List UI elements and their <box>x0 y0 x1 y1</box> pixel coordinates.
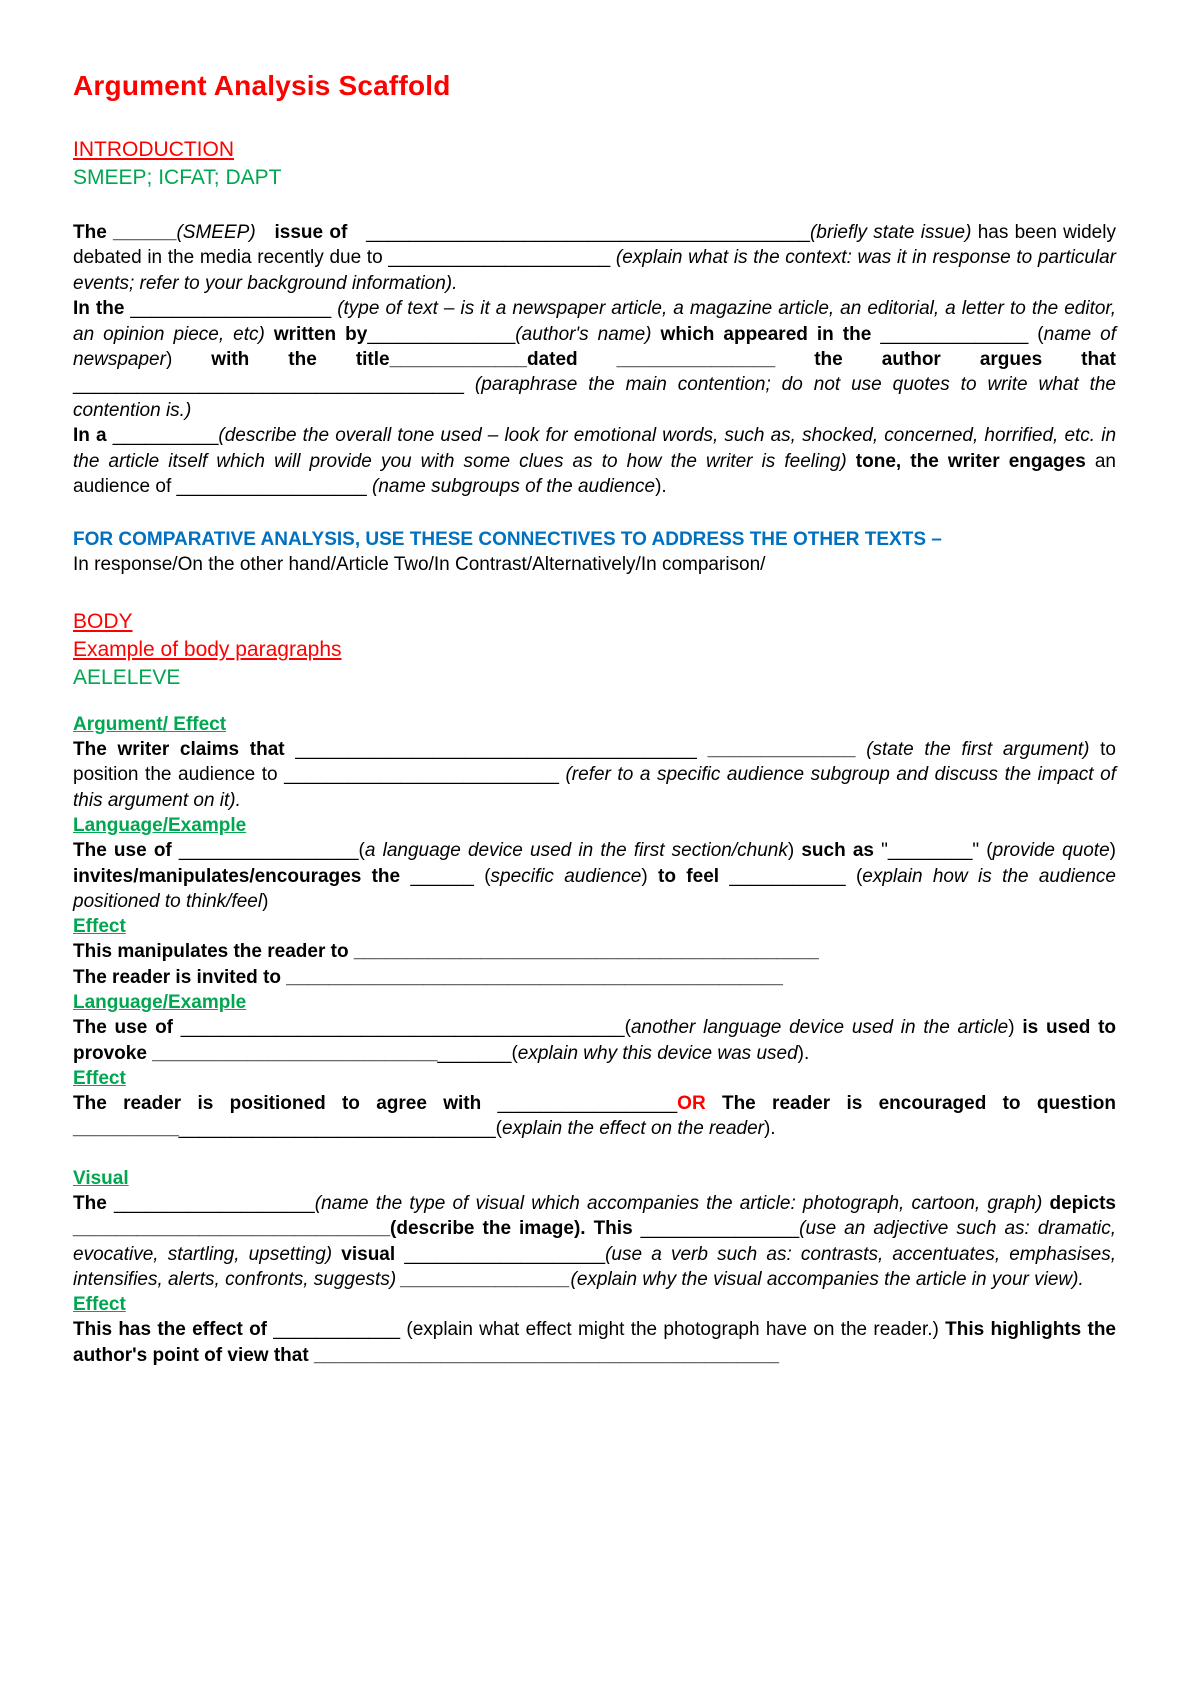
comparative-connectives: In response/On the other hand/Article Two/In Contrast/Alternatively/In comparison/ <box>73 554 766 576</box>
text-run: _________________( <box>171 840 365 862</box>
text-run: another language device used in the article <box>630 1017 1009 1039</box>
language-example-paragraph-1 <box>73 838 1116 914</box>
text-run: which appeared in the <box>651 323 881 345</box>
visual-paragraph <box>73 1191 1116 1293</box>
introduction-heading: INTRODUCTION <box>73 138 234 161</box>
language-example-label-2: Language/Example <box>73 992 247 1014</box>
text-run: ) <box>641 865 648 887</box>
text-run: name of newspaper <box>73 323 1117 371</box>
text-run: issue of <box>274 222 348 243</box>
or-label: OR <box>677 1092 706 1114</box>
body-acronym: AELELEVE <box>73 665 181 689</box>
blank: _________________ <box>481 1092 678 1114</box>
blank: ___________________ <box>106 1192 315 1214</box>
blank: __________________________________________ <box>366 222 810 243</box>
text-run: (refer to a specific audience subgroup and discuss the impact of this argument on it). <box>73 764 1116 811</box>
text-run: "________" ( <box>873 840 993 862</box>
text-run: (author's name) <box>515 323 652 345</box>
text-run: This manipulates the reader to ____________________________________________ <box>73 941 819 963</box>
text-run: is used to provoke ___________________________ <box>73 1017 1117 1064</box>
effect-label-3: Effect <box>73 1294 126 1316</box>
text-run: explain why this device was used <box>517 1042 798 1064</box>
text-run: with the title_____________dated <box>172 349 617 371</box>
text-run: (describe the overall tone used – look for emotional words, such as, shocked, concerned, horrified, etc. in the article itself which will provide you with some clues as to how the writer is feeling) <box>73 425 1117 472</box>
text-run: (state the first argument) <box>855 738 1090 760</box>
text-run: (use a verb such as: contrasts, accentuates, emphasises, intensifies, alerts, confronts, suggests) ________________ <box>73 1243 1116 1290</box>
text-run: ) <box>1008 1017 1015 1039</box>
text-run: (explain what is the context: was it in response to particular events; refer to your background information). <box>73 247 1117 294</box>
text-run: tone, the writer engages <box>846 450 1086 472</box>
effect-label-2: Effect <box>73 1067 126 1089</box>
effect-paragraph-3 <box>73 1317 1116 1368</box>
language-example-paragraph-2 <box>73 1015 1116 1066</box>
text-run: The reader is positioned to agree with <box>73 1092 482 1114</box>
text-run: specific audience <box>490 865 642 887</box>
text-run: (type of text – is it a newspaper article, a magazine article, an editorial, a letter to the editor, an opinion piece, etc) <box>73 298 1116 345</box>
text-run: explain the effect on the reader <box>502 1118 764 1140</box>
argument-effect-label: Argument/ Effect <box>73 713 227 735</box>
intro-paragraph-1 <box>73 220 1116 296</box>
blank: ______________________________________ <box>284 738 708 760</box>
text-run: has been widely debated in the media recently due to _____________________ <box>73 222 1116 269</box>
visual-label: Visual <box>73 1167 129 1189</box>
text-run: In the <box>73 298 125 320</box>
text-run: (name subgroups of the audience <box>372 476 656 498</box>
text-run: invites/manipulates/encourages the <box>73 865 401 887</box>
text-run: provide quote <box>992 840 1110 862</box>
introduction-acronyms: SMEEP; ICFAT; DAPT <box>73 166 282 189</box>
spacer <box>73 499 1116 527</box>
language-example-label-1: Language/Example <box>73 815 247 837</box>
blank: __________________________________________( <box>173 1017 631 1039</box>
body-heading: BODY <box>73 609 133 633</box>
page-title: Argument Analysis Scaffold <box>73 70 451 101</box>
text-run: (paraphrase the main contention; do not use quotes to write what the contention is.) <box>73 374 1116 421</box>
effect-line-1 <box>73 939 1116 964</box>
text-run: a language device used in the first section/chunk <box>364 840 788 862</box>
spacer <box>73 192 1116 220</box>
text-run: written by <box>264 323 368 345</box>
text-run: (name the type of visual which accompanies the article: photograph, cartoon, graph) <box>314 1192 1043 1214</box>
text-run: ____________ (explain what effect might the photograph have on the reader.) <box>267 1319 939 1341</box>
effect-paragraph-2 <box>73 1091 1116 1142</box>
blank: ___________________ <box>395 1243 606 1265</box>
text-run: The reader is invited to _______________________________________________ <box>73 966 783 988</box>
text-run: ). <box>763 1118 776 1140</box>
text-run: The ______ <box>73 222 177 243</box>
text-run: ___________ ( <box>719 865 863 887</box>
text-run: The use of <box>73 1017 174 1039</box>
blank: _____________________________________ <box>73 374 475 396</box>
body-example-heading: Example of body paragraphs <box>73 637 342 661</box>
spacer <box>73 578 1116 608</box>
intro-paragraph-3 <box>73 423 1116 499</box>
blank: ______________________________( <box>178 1118 503 1140</box>
text-run: _______( <box>437 1042 518 1064</box>
comparative-heading: FOR COMPARATIVE ANALYSIS, USE THESE CONNECTIVES TO ADDRESS THE OTHER TEXTS – <box>73 529 942 551</box>
text-run: _______________ the author argues that <box>616 349 1116 371</box>
text-run: to feel <box>647 865 720 887</box>
argument-effect-paragraph <box>73 737 1116 813</box>
text-run: The reader is encouraged to question __________ <box>73 1092 1116 1140</box>
text-run: explain how is the audience positioned to think/feel <box>73 865 1116 912</box>
text-run: visual <box>332 1243 396 1265</box>
text-run: (SMEEP) <box>176 222 256 243</box>
text-run: (use an adjective such as: dramatic, evocative, startling, upsetting) <box>73 1218 1116 1265</box>
text-run: (briefly state issue) <box>809 222 972 243</box>
text-run: The use of <box>73 840 172 862</box>
text-run: such as <box>794 840 874 862</box>
text-run: ) <box>1109 840 1116 862</box>
text-run: (explain why the visual accompanies the article in your view). <box>570 1268 1084 1290</box>
text-run: an audience of __________________ <box>73 450 1117 498</box>
text-run: ) <box>787 840 795 862</box>
blank: ______________ <box>367 323 516 345</box>
text-run: In a <box>73 425 107 447</box>
blank: __________________________ <box>284 764 566 786</box>
blank: ___________________ <box>124 298 338 320</box>
text-run: ) <box>165 349 173 371</box>
spacer <box>73 1142 1116 1166</box>
blank: __________ <box>106 425 219 447</box>
effect-label-1: Effect <box>73 916 126 938</box>
blank: ______________ <box>707 738 856 760</box>
text-run: ______________ ( <box>880 323 1044 345</box>
spacer <box>73 692 1116 712</box>
text-run: The <box>73 1192 107 1214</box>
text-run: ) <box>262 890 269 912</box>
text-run: This highlights the author's point of view that ____________________________________________ <box>73 1319 1116 1366</box>
text-run: This has the effect of <box>73 1319 268 1341</box>
text-run: to position the audience to <box>73 738 1117 786</box>
text-run: depicts ______________________________(describe the image). This <box>73 1192 1116 1240</box>
text-run: The writer claims that <box>73 738 285 760</box>
effect-line-2 <box>73 965 1116 990</box>
text-run: ). <box>797 1042 810 1064</box>
text-run: ______ ( <box>400 865 491 887</box>
text-run: ). <box>655 476 667 498</box>
blank: _______________ <box>632 1218 800 1240</box>
intro-paragraph-2 <box>73 296 1116 423</box>
